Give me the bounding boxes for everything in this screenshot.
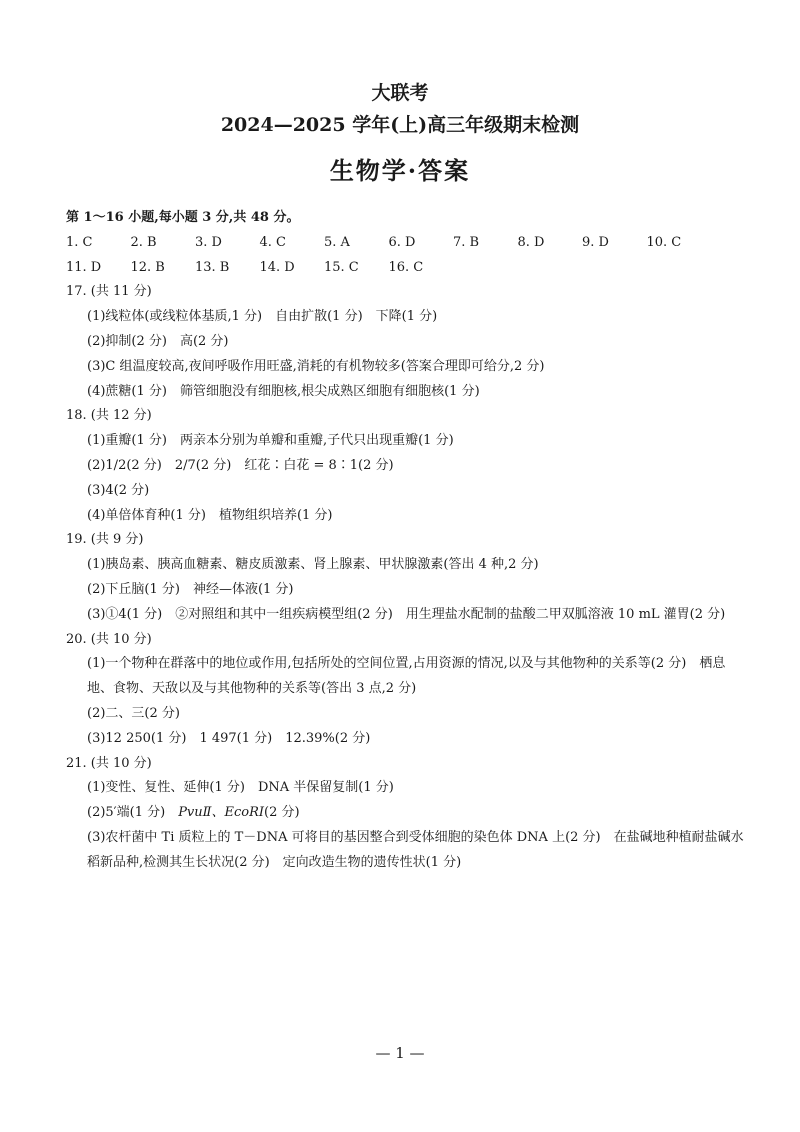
- mc-answer: 1. C: [66, 234, 93, 250]
- q21-part-3: (3)农杆菌中 Ti 质粒上的 T－DNA 可将目的基因整合到受体细胞的染色体 DNA 上(2 分) 在盐碱地种植耐盐碱水稻新品种,检测其生长状况(2 分) 定向改造生物的遗传性状(1 分): [87, 829, 744, 870]
- mc-answer: 11. D: [66, 259, 102, 275]
- restriction-enzymes: PvuⅡ、EcoRⅠ: [178, 805, 265, 821]
- mc-answer: 4. C: [259, 234, 286, 250]
- mc-answer: 6. D: [388, 234, 416, 250]
- subject-title: 生物学·答案: [329, 156, 471, 185]
- mc-answer: 5. A: [324, 234, 350, 250]
- q18-part-1: (1)重瓣(1 分) 两亲本分别为单瓣和重瓣,子代只出现重瓣(1 分): [87, 433, 454, 449]
- q18-part-4: (4)单倍体育种(1 分) 植物组织培养(1 分): [87, 507, 333, 523]
- mc-row-1: [66, 231, 746, 256]
- mc-answer: 3. D: [195, 234, 222, 250]
- page-number: — 1 —: [375, 1044, 425, 1062]
- q17-part-4: (4)蔗糖(1 分) 筛管细胞没有细胞核,根尖成熟区细胞有细胞核(1 分): [87, 383, 480, 399]
- q19-part-2: (2)下丘脑(1 分) 神经—体液(1 分): [87, 581, 294, 597]
- mc-answer: 16. C: [388, 259, 424, 275]
- q17-part-1: (1)线粒体(或线粒体基质,1 分) 自由扩散(1 分) 下降(1 分): [87, 309, 438, 325]
- q18-heading: 18. (共 12 分): [66, 408, 152, 424]
- mc-answer: 9. D: [582, 234, 609, 250]
- q18-part-3: (3)4(2 分): [87, 482, 150, 498]
- mc-answer: 12. B: [130, 259, 165, 275]
- q19-part-1: (1)胰岛素、胰高血糖素、糖皮质激素、肾上腺素、甲状腺激素(答出 4 种,2 分): [87, 557, 539, 573]
- answer-body: [66, 206, 746, 876]
- mc-answer: 14. D: [259, 259, 295, 275]
- q20-heading: 20. (共 10 分): [66, 631, 152, 647]
- q21-part-2-text: (2)5′端(1 分): [87, 805, 179, 821]
- mc-intro: 第 1～16 小题,每小题 3 分,共 48 分。: [66, 210, 300, 225]
- q21-heading: 21. (共 10 分): [66, 755, 152, 771]
- mc-answer: 7. B: [453, 234, 480, 250]
- q20-part-2: (2)二、三(2 分): [87, 705, 180, 721]
- q20-part-1: (1)一个物种在群落中的地位或作用,包括所处的空间位置,占用资源的情况,以及与其他物种的关系等(2 分) 栖息地、食物、天敌以及与其他物种的关系等(答出 3 点,2 分): [87, 656, 726, 697]
- mc-row-2: [66, 256, 746, 281]
- q17-part-2: (2)抑制(2 分) 高(2 分): [87, 333, 229, 349]
- q21-part-2-score: (2 分): [264, 805, 300, 821]
- q21-part-1: (1)变性、复性、延伸(1 分) DNA 半保留复制(1 分): [87, 780, 394, 796]
- q20-part-3: (3)12 250(1 分) 1 497(1 分) 12.39%(2 分): [87, 730, 371, 746]
- mc-answer: 13. B: [195, 259, 230, 275]
- mc-answer: 15. C: [324, 259, 359, 275]
- q17-heading: 17. (共 11 分): [66, 284, 152, 300]
- q21-part-2: [66, 801, 746, 826]
- q17-part-3: (3)C 组温度较高,夜间呼吸作用旺盛,消耗的有机物较多(答案合理即可给分,2 分): [87, 358, 545, 374]
- q18-part-2: (2)1/2(2 分) 2/7(2 分) 红花∶白花 = 8∶1(2 分): [87, 457, 394, 473]
- mc-answer: 8. D: [517, 234, 545, 250]
- mc-answer: 2. B: [130, 234, 157, 250]
- org-title: 大联考: [371, 82, 429, 104]
- exam-title: 2024—2025 学年(上)高三年级期末检测: [220, 114, 580, 136]
- q19-heading: 19. (共 9 分): [66, 532, 144, 548]
- q19-part-3: (3)①4(1 分) ②对照组和其中一组疾病模型组(2 分) 用生理盐水配制的盐酸二甲双胍溶液 10 mL 灌胃(2 分): [87, 606, 726, 622]
- mc-answer: 10. C: [646, 234, 682, 250]
